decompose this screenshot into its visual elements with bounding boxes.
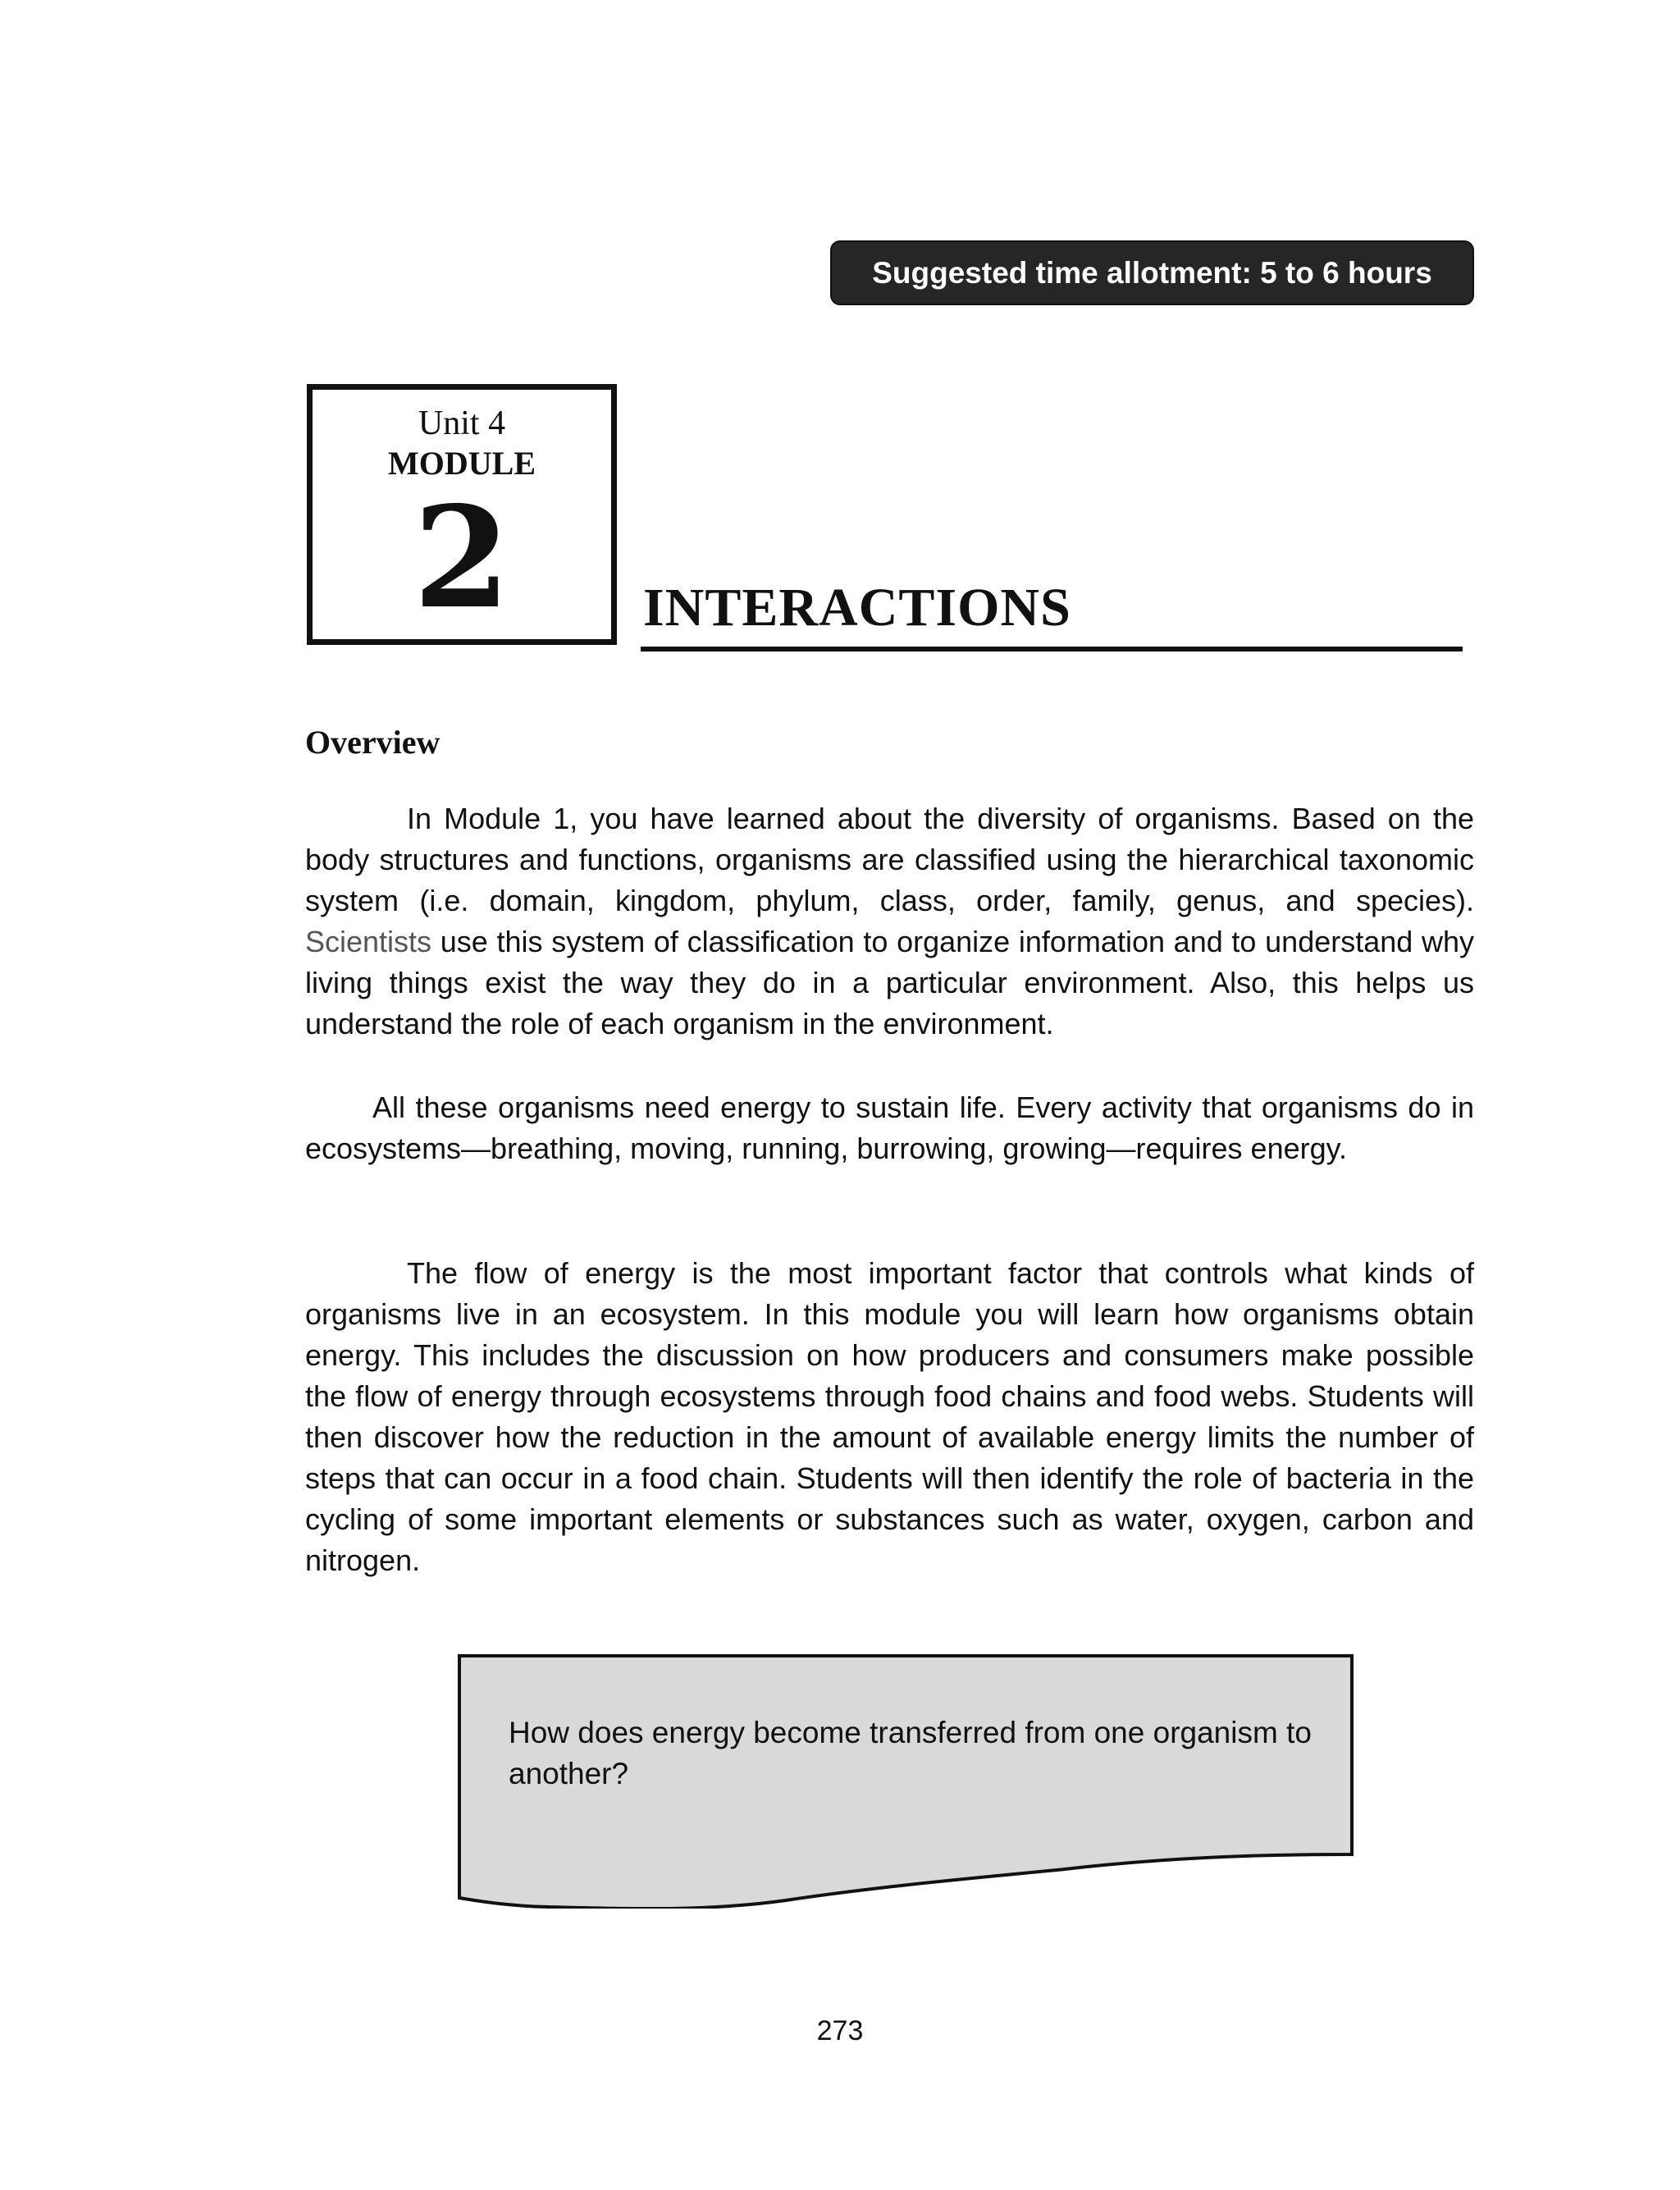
module-title: INTERACTIONS	[643, 578, 1071, 638]
unit-label: Unit 4	[418, 405, 506, 442]
title-underline	[641, 647, 1463, 652]
overview-paragraph-1	[305, 798, 1474, 1045]
guiding-question: How does energy become transferred from one organism to another?	[509, 1716, 1312, 1790]
paragraph-1-text-b: use this system of classification to organize information and to understand why living things exist the way they do in a particular environment. Also, this helps us understand the role of each organism in the environment.	[305, 925, 1474, 1040]
page-number: 273	[816, 2015, 864, 2046]
scientists-word: Scientists	[305, 925, 432, 958]
overview-paragraph-2: All these organisms need energy to sustain life. Every activity that organisms do in ecosystems—breathing, moving, running, burrowing, growing—requires energy.	[305, 1090, 1474, 1165]
module-label: MODULE	[388, 445, 536, 482]
overview-heading: Overview	[305, 724, 441, 761]
module-number: 2	[413, 476, 511, 640]
paragraph-1-text-a: In Module 1, you have learned about the diversity of organisms. Based on the body structures and functions, organisms are classified using the hierarchical taxonomic system (i.e. domain, kingdom, phylum, class, order, family, genus, and species).	[305, 802, 1474, 917]
module-box	[307, 384, 617, 645]
time-allotment-badge: Suggested time allotment: 5 to 6 hours	[830, 240, 1474, 305]
overview-paragraph-3: The flow of energy is the most important factor that controls what kinds of organisms live in an ecosystem. In this module you will learn how organisms obtain energy. This includes the discussion on how producers and consumers make possible the flow of energy through ecosystems through food chains and food webs. Students will then discover how the reduction in the amount of available energy limits the number of steps that can occur in a food chain. Students will then identify the role of bacteria in the cycling of some important elements or substances such as water, oxygen, carbon and nitrogen.	[305, 1256, 1474, 1577]
